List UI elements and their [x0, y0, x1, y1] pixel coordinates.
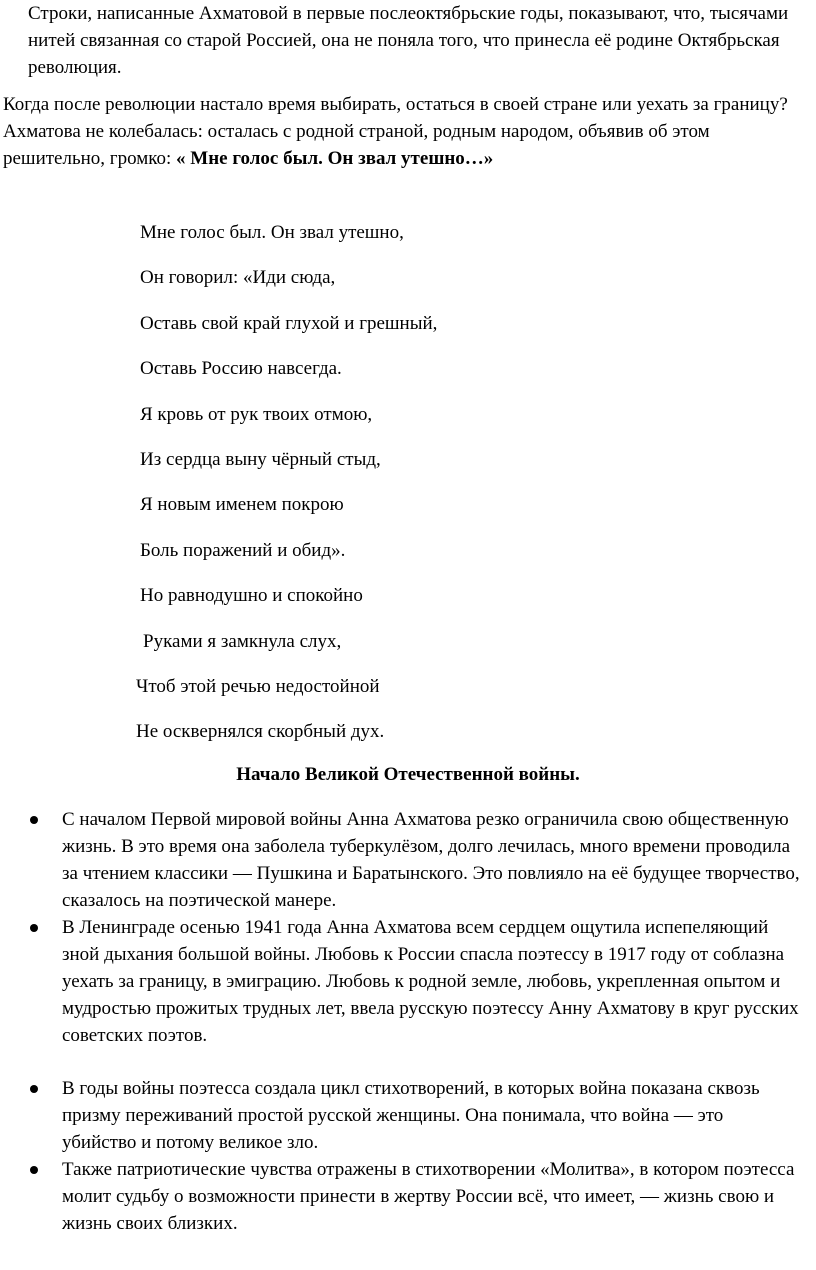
- main-paragraph-text: Когда после революции настало время выбирать, остаться в своей стране или уехать за границу? Ахматова не колебалась: осталась с родной страной, родным народом, объявив об этом решительно, громко:: [3, 94, 788, 169]
- bullet-dot-icon: [30, 924, 38, 932]
- poem-line: Я кровь от рук твоих отмою,: [140, 403, 373, 425]
- poem-line: Оставь Россию навсегда.: [140, 358, 342, 380]
- poem-line: Не осквернялся скорбный дух.: [136, 721, 385, 743]
- bullet-item: [0, 806, 802, 914]
- poem-line: Мне голос был. Он звал утешно,: [140, 222, 404, 243]
- bullet-item: [0, 1156, 802, 1237]
- poem-line: Я новым именем покрою: [140, 494, 344, 516]
- bullet-text: Также патриотические чувства отражены в стихотворении «Молитва», в котором поэтесса молит судьбу о возможности принести в жертву России всё, что имеет, — жизнь свою и жизнь своих близких.: [62, 1159, 795, 1234]
- bullet-item: [0, 914, 802, 1049]
- bullet-list: [0, 806, 816, 1237]
- bullet-text: С началом Первой мировой войны Анна Ахматова резко ограничила свою общественную жизнь. В это время она заболела туберкулёзом, долго лечилась, много времени проводила за чтением классики — Пушкина и Баратынского. Это повлияло на её будущее творчество, сказалось на поэтической манере.: [62, 809, 800, 911]
- bullet-text: В Ленинграде осенью 1941 года Анна Ахматова всем сердцем ощутила испепеляющий зной дыхания большой войны. Любовь к России спасла поэтессу в 1917 году от соблазна уехать за границу, в эмиграцию. Любовь к родной земле, любовь, укрепленная опытом и мудростью прожитых трудных лет, ввела русскую поэтессу Анну Ахматову в круг русских советских поэтов.: [62, 917, 799, 1046]
- poem-line: Чтоб этой речью недостойной: [136, 675, 380, 697]
- intro-paragraph: Строки, написанные Ахматовой в первые послеоктябрьские годы, показывают, что, тысячами нитей связанная со старой Россией, она не поняла того, что принесла её родине Октябрьская революция.: [28, 3, 789, 78]
- bullet-dot-icon: [30, 816, 38, 824]
- bullet-item: [0, 1075, 802, 1156]
- section-heading: Начало Великой Отечественной войны.: [236, 764, 580, 785]
- poem-line: Оставь свой край глухой и грешный,: [140, 312, 438, 334]
- poem-line: Из сердца выну чёрный стыд,: [140, 448, 381, 470]
- main-paragraph: [3, 91, 811, 172]
- poem-line: Но равнодушно и спокойно: [140, 585, 363, 607]
- poem-line: Руками я замкнула слух,: [143, 630, 342, 652]
- poem-line: Боль поражений и обид».: [140, 539, 346, 561]
- poem-line: Он говорил: «Иди сюда,: [140, 267, 336, 289]
- poem: [0, 219, 816, 764]
- bullet-dot-icon: [30, 1085, 38, 1093]
- bullet-text: В годы войны поэтесса создала цикл стихотворений, в которых война показана сквозь призму переживаний простой русской женщины. Она понимала, что война — это убийство и потому великое зло.: [62, 1078, 760, 1153]
- bullet-dot-icon: [30, 1166, 38, 1174]
- poem-title-quote: « Мне голос был. Он звал утешно…»: [176, 148, 494, 169]
